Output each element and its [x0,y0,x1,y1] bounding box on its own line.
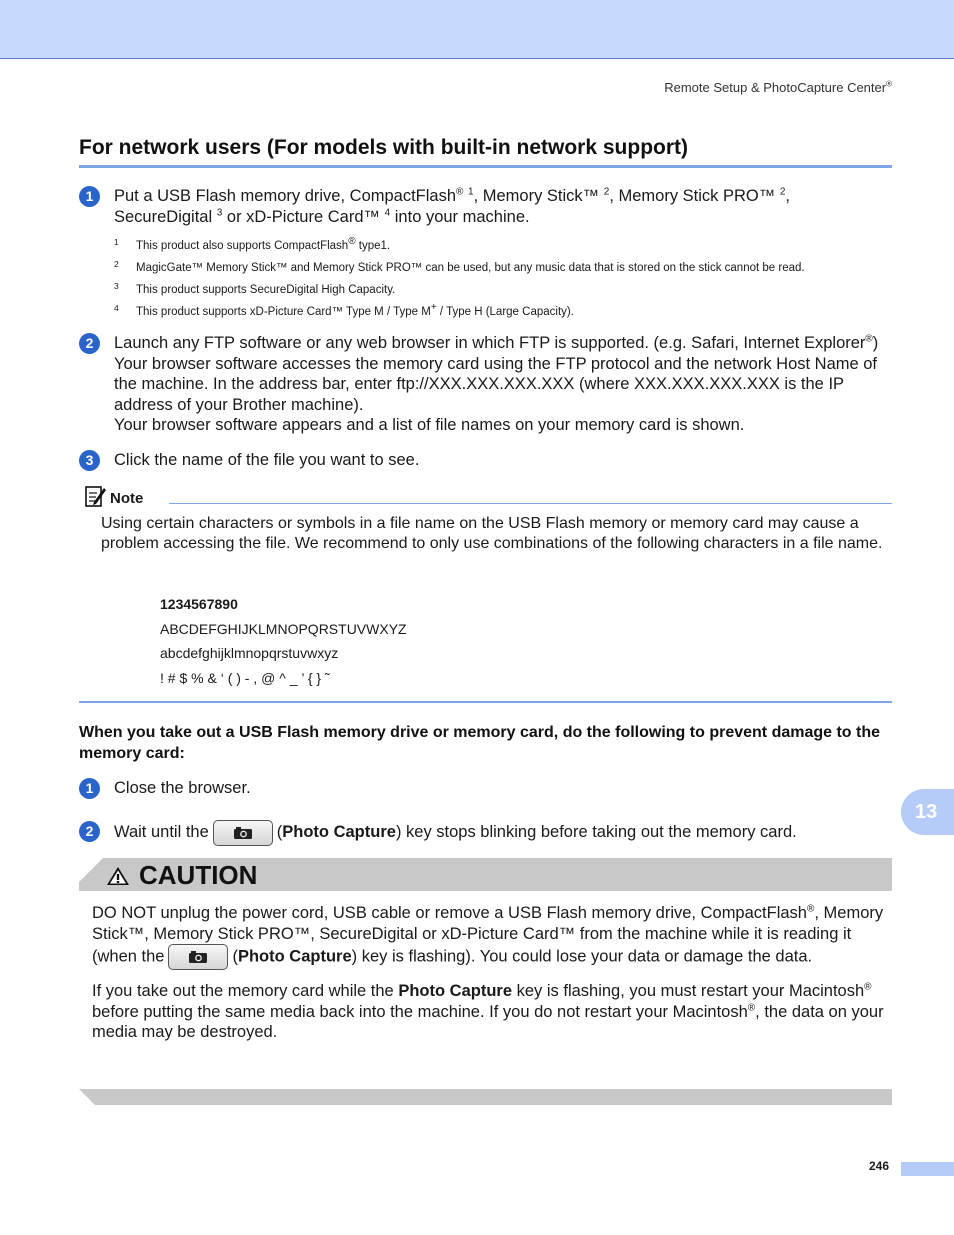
note-end-rule [79,701,892,703]
running-head: Remote Setup & PhotoCapture Center® [664,79,892,95]
step-text: Put a USB Flash memory drive, CompactFlash® $^1$, Memory Stick™ $^2$, Memory Stick PRO™ $^2$, SecureDigital $^3$ or xD-Picture Card™ $^4$ into your machine. [114,186,791,226]
footnote: 4 This product supports xD-Picture Card™ Type M / Type M+ / Type H (Large Capacity). [114,302,574,318]
footnotes [114,235,894,323]
footnote: 1 This product also supports CompactFlash® type1. [114,236,391,252]
camera-icon [233,826,253,840]
step-text: Launch any FTP software or any web browser in which FTP is supported. (e.g. Safari, Internet Explorer®) Your browser software accesses the memory card using the FTP protocol and the network Host Name of the machine. In the address bar, enter ftp://XXX.XXX.XXX.XXX (where XXX.XXX.XXX.XXX is the IP address of your Brother machine). Your browser software appears and a list of file names on your memory card is shown. [114,333,879,434]
note-header [83,484,892,510]
header-band [0,0,954,59]
step-number-icon: 2 [79,821,100,842]
removal-heading: When you take out a USB Flash memory drive or memory card, do the following to prevent damage to the memory card: [79,724,881,762]
step-number-icon: 3 [79,450,100,471]
caution-body [92,903,892,1043]
section-title: For network users (For models with built-in network support) [79,136,689,159]
removal-step-1 [79,778,892,799]
removal-step-2 [79,819,892,846]
warning-triangle-icon [106,866,130,886]
allowed-symbols: ! # $ % & ‘ ( ) - , @ ^ _ ’ { } ˜ [160,669,330,686]
note-pencil-icon [83,484,107,508]
camera-icon [188,950,208,964]
photo-capture-key [168,944,228,970]
allowed-digits: 1234567890 [160,596,238,612]
page-number: 246 [869,1159,890,1173]
note-rule [169,503,892,504]
caution-title: CAUTION [139,860,258,890]
step-text: Wait until the (Photo Capture) key stops blinking before taking out the memory card. [114,819,892,846]
step-number-icon: 1 [79,186,100,207]
step-1 [79,186,892,227]
step-3 [79,450,892,471]
step-number-icon: 2 [79,333,100,354]
page-number-tab [901,1162,954,1176]
step-number-icon: 1 [79,778,100,799]
step-text: Click the name of the file you want to see. [114,451,420,469]
note-body: Using certain characters or symbols in a file name on the USB Flash memory or memory card may cause a problem accessing the file. We recommend to only use combinations of the following characters in a file name. [101,515,883,552]
allowed-uppercase: ABCDEFGHIJKLMNOPQRSTUVWXYZ [160,620,407,637]
caution-paragraph-1: DO NOT unplug the power cord, USB cable or remove a USB Flash memory drive, CompactFlash®, Memory Stick™, Memory Stick PRO™, SecureDigital or xD-Picture Card™ from the machine while it is reading it (when the (Photo Capture) key is flashing). You could lose your data or damage the data. [92,903,892,970]
step-text: Close the browser. [114,779,251,797]
allowed-characters [160,594,407,692]
section-title-rule [79,165,892,168]
caution-paragraph-2: If you take out the memory card while the Photo Capture key is flashing, you must restart your Macintosh® before putting the same media back into the machine. If you do not restart your Macintosh®, the data on your media may be destroyed. [92,981,884,1041]
photo-capture-key [213,820,273,846]
allowed-lowercase: abcdefghijklmnopqrstuvwxyz [160,645,339,661]
step-2 [79,333,892,436]
caution-bottom-bar [79,1089,892,1105]
chapter-tab: 13 [901,789,954,835]
note-label: Note [110,490,144,507]
footnote: 3 This product supports SecureDigital High Capacity. [114,281,396,296]
footnote: 2 MagicGate™ Memory Stick™ and Memory Stick PRO™ can be used, but any music data that is stored on the stick cannot be read. [114,259,805,274]
